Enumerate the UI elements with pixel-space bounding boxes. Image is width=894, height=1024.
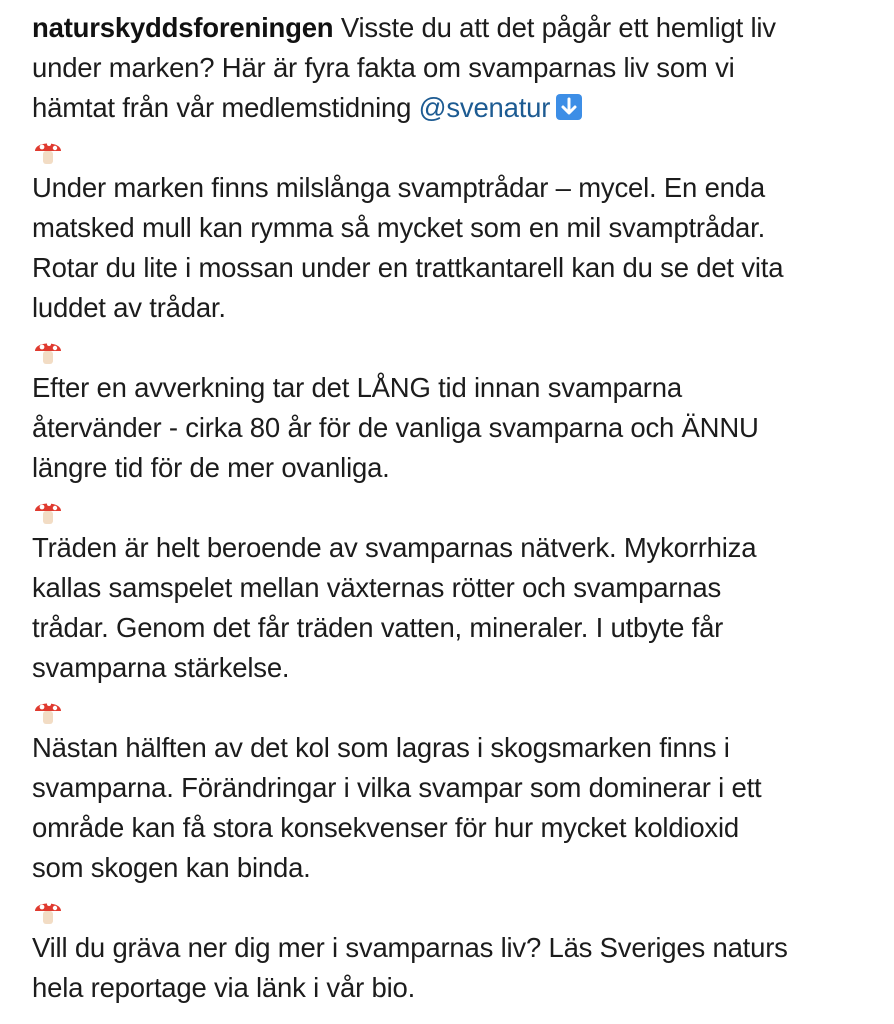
caption-line-1 [32, 8, 862, 48]
paragraph-3-line: svamparna stärkelse. [32, 652, 290, 683]
paragraph-2-line: längre tid för de mer ovanliga. [32, 452, 390, 483]
mushroom-separator [32, 128, 862, 168]
paragraph-3-line: kallas samspelet mellan växternas rötter och svamparnas [32, 572, 722, 603]
mushroom-separator [32, 888, 862, 928]
paragraph-1-line: matsked mull kan rymma så mycket som en mil svamptrådar. [32, 212, 766, 243]
paragraph-1-line: Rotar du lite i mossan under en trattkantarell kan du se det vita [32, 252, 784, 283]
paragraph-4-line: område kan få stora konsekvenser för hur mycket koldioxid [32, 812, 739, 843]
mushroom-emoji-icon [32, 896, 64, 926]
paragraph-3-line: trådar. Genom det får träden vatten, mineraler. I utbyte får [32, 612, 724, 643]
mushroom-separator [32, 488, 862, 528]
mushroom-emoji-icon [32, 696, 64, 726]
paragraph-5-line: hela reportage via länk i vår bio. [32, 972, 416, 1003]
paragraph-2-line: Efter en avverkning tar det LÅNG tid innan svamparna [32, 372, 682, 403]
mention-link[interactable]: @svenatur [418, 92, 551, 123]
paragraph-4-line: svamparna. Förändringar i vilka svampar som dominerar i ett [32, 772, 762, 803]
caption-intro-text: Visste du att det pågår ett hemligt liv [333, 12, 776, 43]
paragraph-1-line: luddet av trådar. [32, 292, 226, 323]
paragraph-5-line: Vill du gräva ner dig mer i svamparnas liv? Läs Sveriges naturs [32, 932, 788, 963]
mushroom-emoji-icon [32, 496, 64, 526]
paragraph-1-line: Under marken finns milslånga svamptrådar – mycel. En enda [32, 172, 765, 203]
mushroom-emoji-icon [32, 336, 64, 366]
caption-line-2: under marken? Här är fyra fakta om svamparnas liv som vi [32, 52, 735, 83]
caption-line-3 [32, 88, 862, 128]
paragraph-4-line: Nästan hälften av det kol som lagras i skogsmarken finns i [32, 732, 730, 763]
post-caption [32, 8, 862, 1008]
caption-paragraphs [32, 128, 862, 1008]
mushroom-separator [32, 688, 862, 728]
mushroom-emoji-icon [32, 136, 64, 166]
username-link[interactable]: naturskyddsforeningen [32, 12, 334, 43]
paragraph-4-line: som skogen kan binda. [32, 852, 311, 883]
mushroom-separator [32, 328, 862, 368]
paragraph-3-line: Träden är helt beroende av svamparnas nätverk. Mykorrhiza [32, 532, 757, 563]
down-arrow-emoji-icon [556, 94, 582, 120]
caption-line-3-text: hämtat från vår medlemstidning [32, 92, 419, 123]
previous-content-cutoff [32, 0, 372, 4]
paragraph-2-line: återvänder - cirka 80 år för de vanliga svamparna och ÄNNU [32, 412, 759, 443]
